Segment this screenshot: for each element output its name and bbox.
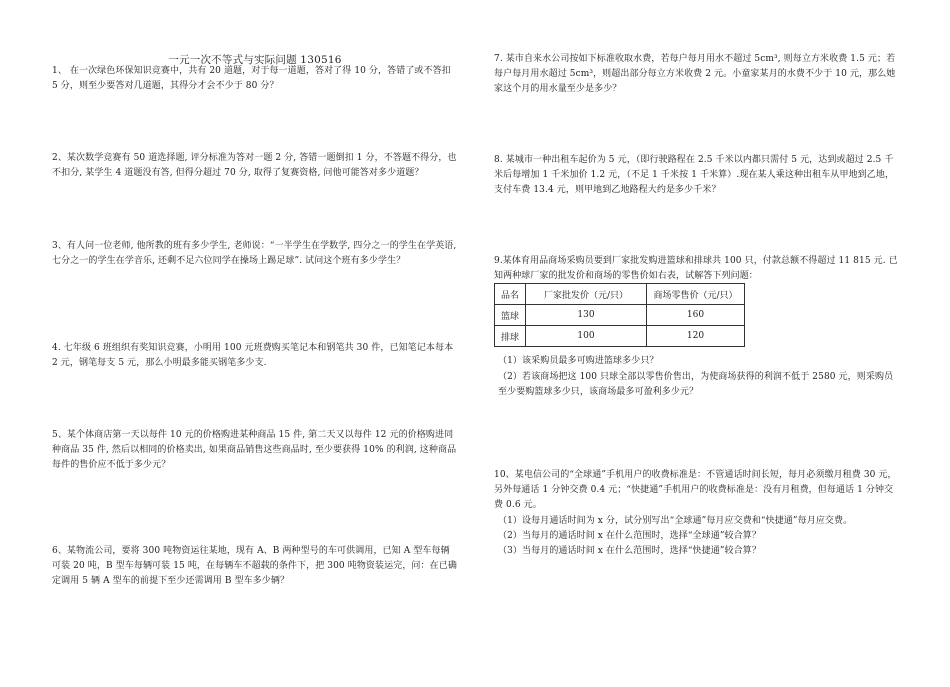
problem-10-question-1: （1）设每月通话时间为 x 分，试分别写出“全球通”每月应交费和“快捷通”每月应交费。	[498, 516, 853, 526]
table-header-cell: 厂家批发价（元/只）	[526, 284, 647, 305]
problem-6: 6、某物流公司，要将 300 吨物资运往某地，现有 A、B 两种型号的车可供调用，已知 A 型车每辆可装 20 吨，B 型车每辆可装 15 吨，在每辆车不超载的条件下，把 300 吨物资装运完，问：在已确定调用 5 辆 A 型车的前提下至少还需调用 B 型车多少辆？	[52, 546, 457, 586]
table-cell: 篮球	[495, 305, 526, 326]
table-cell: 160	[647, 305, 745, 326]
table-cell: 100	[526, 326, 647, 347]
table-row	[495, 305, 745, 326]
problem-9-question-1: （1）该采购员最多可购进篮球多少只？	[498, 356, 659, 366]
price-table	[494, 283, 745, 347]
problem-4: 4. 七年级 6 班组织有奖知识竞赛，小明用 100 元班费购买笔记本和钢笔共 30 件，已知笔记本每本 2 元，钢笔每支 5 元，那么小明最多能买钢笔多少支.	[52, 343, 454, 368]
problem-9-question-2: （2）若该商场把这 100 只球全部以零售价售出，为使商场获得的利润不低于 2580 元，则采购员至少要购篮球多少只，该商场最多可盈利多少元？	[498, 372, 894, 397]
problem-10-question-3: （3）当每月的通话时间 x 在什么范围时，选择“快捷通”较合算？	[498, 546, 761, 556]
table-header-cell: 商场零售价（元/只）	[647, 284, 745, 305]
table-header-row	[495, 284, 745, 305]
table-row	[495, 326, 745, 347]
page-title: 一元一次不等式与实际问题 130516	[168, 54, 342, 66]
problem-7: 7. 某市自来水公司按如下标准收取水费，若每户每月用水不超过 5cm³, 则每立方米收费 1.5 元；若每户每月用水超过 5cm³，则超出部分每立方米收费 2 元。小童家某月的水费不少于 10 元，那么她家这个月的用水量至少是多少？	[494, 54, 896, 94]
problem-10-question-2: （2）当每月的通话时间 x 在什么范围时，选择“全球通”较合算？	[498, 531, 761, 541]
problem-2: 2、某次数学竞赛有 50 道选择题, 评分标准为答对一题 2 分, 答错一题倒扣 1 分，不答题不得分，也不扣分, 某学生 4 道题没有答, 但得分超过 70 分, 取得了复赛资格, 问他可能答对多少道题？	[52, 153, 457, 178]
problem-3: 3、有人问一位老师, 他所教的班有多少学生, 老师说：“一半学生在学数学, 四分之一的学生在学英语, 七分之一的学生在学音乐, 还剩不足六位同学在操场上踢足球”. 试问这个班有多少学生？	[52, 241, 457, 266]
table-cell: 排球	[495, 326, 526, 347]
table-header-cell: 品名	[495, 284, 526, 305]
problem-5: 5、某个体商店第一天以每件 10 元的价格购进某种商品 15 件, 第二天又以每件 12 元的价格购进同种商品 35 件, 然后以相同的价格卖出, 如果商品销售这些商品时, 至少要获得 10% 的利润, 这种商品每件的售价应不低于多少元？	[52, 430, 457, 470]
problem-10-intro: 10、某电信公司的“全球通”手机用户的收费标准是：不管通话时间长短，每月必须缴月租费 30 元，另外每通话 1 分钟交费 0.4 元；“快捷通”手机用户的收费标准是：没有月租费，但每通话 1 分钟交费 0.6 元。	[494, 470, 897, 510]
problem-8: 8. 某城市一种出租车起价为 5 元，（即行驶路程在 2.5 千米以内都只需付 5 元，达到或超过 2.5 千米后每增加 1 千米加价 1.2 元，（不足 1 千米按 1 千米算）.现在某人乘这种出租车从甲地到乙地，支付车费 13.4 元，则甲地到乙地路程大约是多少千米？	[494, 155, 895, 195]
problem-9-intro: 9.某体育用品商场采购员要到厂家批发购进篮球和排球共 100 只，付款总额不得超过 11 815 元. 已知两种球厂家的批发价和商场的零售价如右表，试解答下列问题：	[494, 256, 898, 281]
table-cell: 120	[647, 326, 745, 347]
table-cell: 130	[526, 305, 647, 326]
problem-1: 1、 在一次绿色环保知识竞赛中，共有 20 道题，对于每一道题，答对了得 10 分，答错了或不答扣 5 分，则至少要答对几道题，其得分才会不少于 80 分？	[52, 66, 451, 91]
